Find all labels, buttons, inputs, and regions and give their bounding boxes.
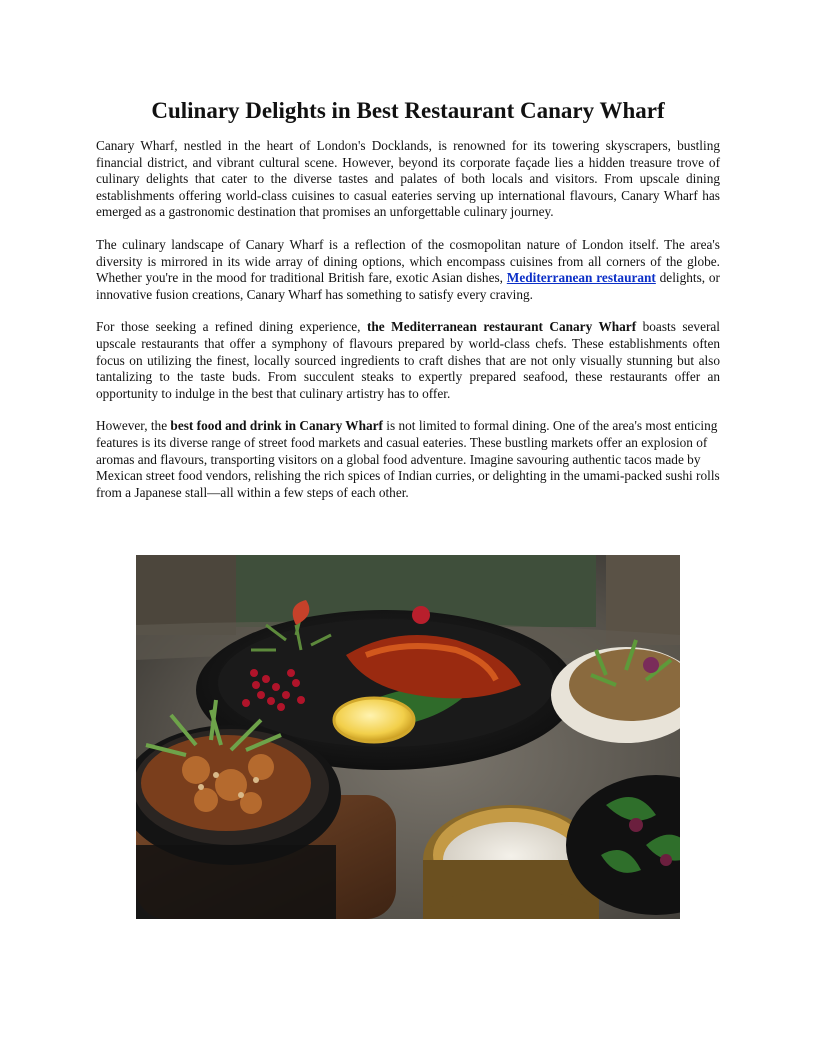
food-photo [136, 555, 680, 919]
paragraph-text: The culinary landscape of Canary Wharf is a reflection of the cosmopolitan nature of London itself. The area's diversity is mirrored in its wide array of dining options, which encompass cuisines from all corners of the globe. Whether you're in the mood for traditional British fare, exotic Asian dishes, [96, 236, 720, 286]
paragraph-street-food [96, 418, 720, 501]
paragraph-intro: Canary Wharf, nestled in the heart of London's Docklands, is renowned for its towering skyscrapers, bustling financial district, and vibrant cultural scene. However, beyond its corporate façade lies a hidden treasure trove of culinary delights that cater to the diverse tastes and palates of both locals and visitors. From upscale dining establishments offering world-class cuisines to casual eateries serving up international flavours, Canary Wharf has emerged as a gastronomic destination that promises an unforgettable culinary journey. [96, 138, 720, 220]
paragraph-text: boasts several upscale restaurants that offer a symphony of flavours prepared by world-class chefs. These establishments often focus on utilizing the finest, locally sourced ingredients to craft dishes that are not only visually stunning but also tantalizing to the taste buds. From succulent steaks to expertly prepared seafood, these restaurants offer an opportunity to indulge in the best that culinary artistry has to offer. [96, 319, 720, 401]
mediterranean-restaurant-link[interactable]: Mediterranean restaurant [506, 270, 656, 286]
bold-phrase: the Mediterranean restaurant Canary Wharf [366, 319, 637, 335]
food-photo-illustration [136, 555, 680, 919]
bold-phrase: best food and drink in Canary Wharf [170, 418, 383, 434]
paragraph-landscape [96, 237, 720, 303]
paragraph-text: However, the [96, 418, 171, 434]
paragraph-text: For those seeking a refined dining experience, [96, 319, 367, 335]
document-title: Culinary Delights in Best Restaurant Canary Wharf [151, 98, 665, 123]
paragraph-refined [96, 319, 720, 402]
paragraph-text: is not limited to formal dining. One of the area's most enticing features is its diverse range of street food markets and casual eateries. These bustling markets offer an explosion of aromas and flavours, transporting visitors on a global food adventure. Imagine savouring authentic tacos made by Mexican street food vendors, relishing the rich spices of Indian curries, or delighting in the umami-packed sushi rolls from a Japanese stall—all within a few steps of each other. [96, 418, 720, 500]
paragraph-text: delights, or innovative fusion creations, Canary Wharf has something to satisfy every craving. [96, 270, 720, 302]
document-body [96, 96, 720, 517]
